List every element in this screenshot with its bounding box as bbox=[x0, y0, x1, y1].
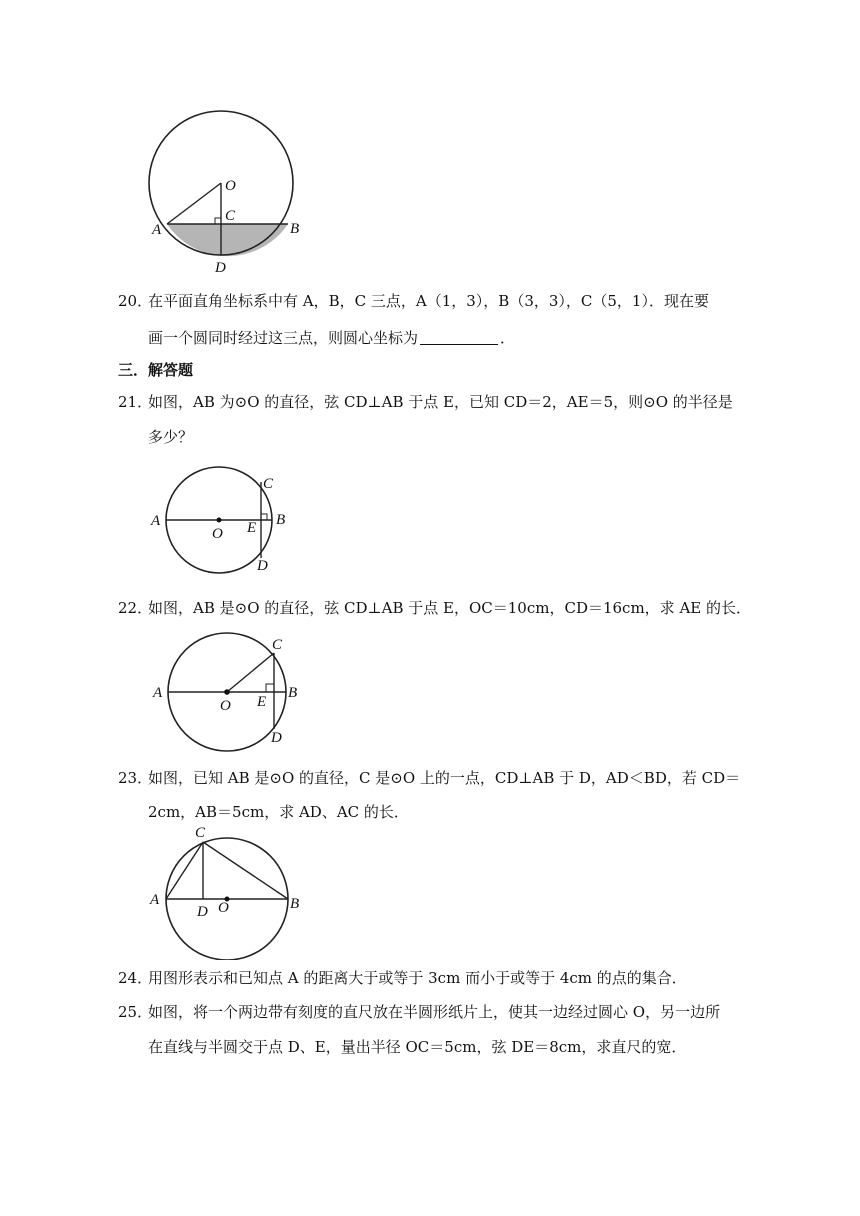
label-a: A bbox=[151, 513, 161, 529]
label-o: O bbox=[218, 900, 229, 916]
label-a: A bbox=[152, 222, 162, 238]
figure-q23 bbox=[145, 820, 315, 960]
shaded-segment bbox=[167, 224, 288, 256]
label-b: B bbox=[290, 896, 300, 912]
q21-number: 21． bbox=[118, 393, 153, 411]
q25-text-2: 在直线与半圆交于点 D、E，量出半径 OC＝5cm，弦 DE＝8cm，求直尺的宽． bbox=[148, 1038, 687, 1056]
label-b: B bbox=[290, 221, 300, 237]
label-a: A bbox=[153, 685, 163, 701]
right-angle-mark bbox=[215, 218, 221, 224]
label-a: A bbox=[150, 892, 160, 908]
q21-text-2: 多少？ bbox=[148, 428, 194, 446]
q20-text-2-end: ． bbox=[500, 329, 516, 347]
label-c: C bbox=[225, 208, 236, 224]
center-point bbox=[217, 518, 222, 523]
answer-blank[interactable] bbox=[420, 329, 498, 345]
figure-q19 bbox=[140, 108, 310, 283]
right-angle-mark bbox=[266, 684, 274, 692]
q25-text-1: 如图，将一个两边带有刻度的直尺放在半圆形纸片上，使其一边经过圆心 O，另一边所 bbox=[148, 1003, 721, 1021]
section-heading: 三．解答题 bbox=[118, 361, 194, 379]
label-e: E bbox=[247, 520, 257, 536]
segment-oc bbox=[227, 653, 274, 692]
figure-q22 bbox=[145, 632, 315, 752]
label-e: E bbox=[257, 694, 267, 710]
q24-number: 24． bbox=[118, 969, 153, 987]
segment-bc bbox=[203, 842, 288, 899]
q21-text-1: 如图，AB 为⊙O 的直径，弦 CD⊥AB 于点 E，已知 CD＝2，AE＝5，则⊙O 的半径是 bbox=[148, 393, 733, 411]
segment-ac bbox=[166, 842, 203, 899]
label-b: B bbox=[276, 512, 286, 528]
q20-text-2: 画一个圆同时经过这三点，则圆心坐标为 bbox=[148, 329, 419, 347]
label-o: O bbox=[220, 698, 231, 714]
label-o: O bbox=[225, 178, 236, 194]
q20-number: 20． bbox=[118, 292, 153, 310]
label-d: D bbox=[257, 558, 268, 574]
right-angle-mark bbox=[261, 514, 267, 520]
center-point bbox=[224, 689, 230, 695]
segment-oa bbox=[167, 183, 221, 224]
label-d: D bbox=[197, 904, 208, 920]
label-b: B bbox=[288, 685, 298, 701]
q20-text-1: 在平面直角坐标系中有 A，B，C 三点，A（1，3），B（3，3），C（5，1）．现在要 bbox=[148, 292, 709, 310]
label-d: D bbox=[215, 260, 226, 276]
label-c: C bbox=[272, 637, 283, 653]
q23-number: 23． bbox=[118, 769, 153, 787]
q22-text-1: 如图，AB 是⊙O 的直径，弦 CD⊥AB 于点 E，OC＝10cm，CD＝16cm，求 AE 的长． bbox=[148, 599, 751, 617]
label-c: C bbox=[195, 825, 206, 841]
q23-text-2: 2cm，AB＝5cm，求 AD、AC 的长． bbox=[148, 803, 409, 821]
q24-text-1: 用图形表示和已知点 A 的距离大于或等于 3cm 而小于或等于 4cm 的点的集合． bbox=[148, 969, 687, 987]
label-o: O bbox=[212, 526, 223, 542]
label-c: C bbox=[263, 476, 274, 492]
figure-q21 bbox=[145, 466, 305, 576]
q22-number: 22． bbox=[118, 599, 153, 617]
label-d: D bbox=[271, 730, 282, 746]
q23-text-1: 如图，已知 AB 是⊙O 的直径，C 是⊙O 上的一点，CD⊥AB 于 D，AD＜BD，若 CD＝ bbox=[148, 769, 741, 787]
q25-number: 25． bbox=[118, 1003, 153, 1021]
